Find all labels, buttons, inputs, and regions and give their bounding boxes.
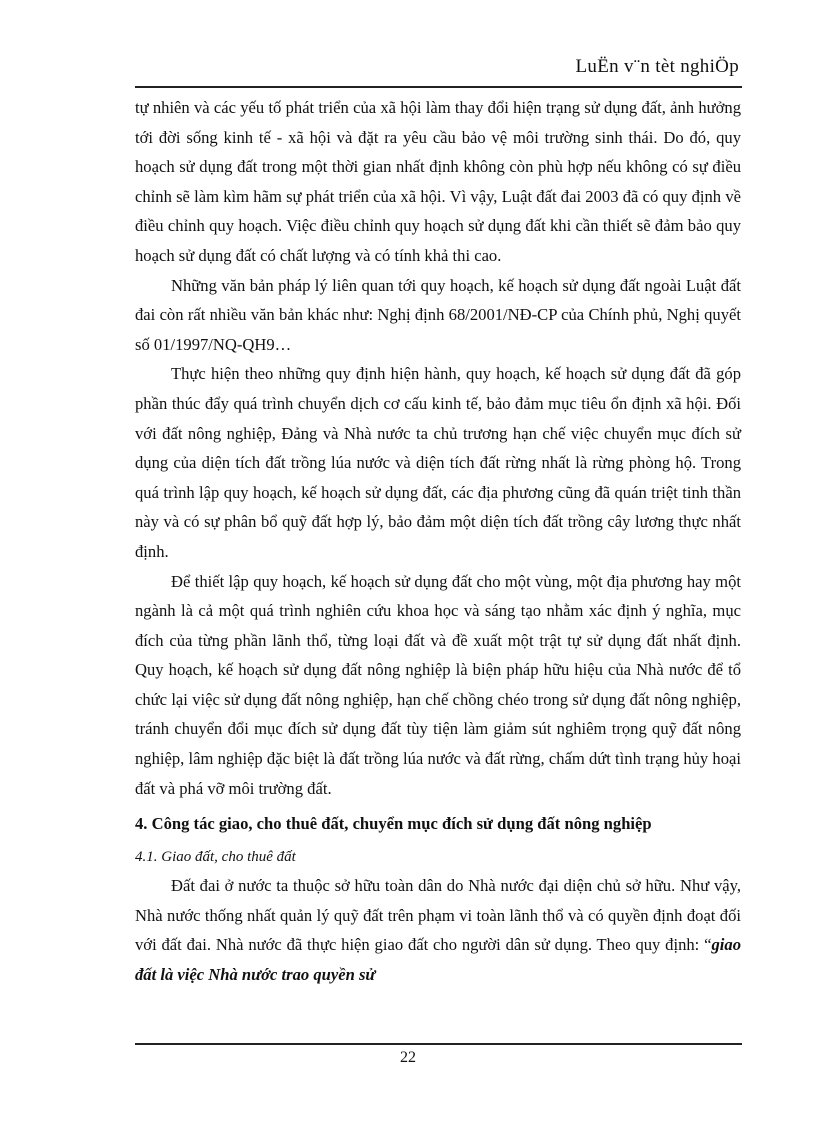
page-number: 22 <box>400 1049 416 1066</box>
header-divider <box>135 86 742 88</box>
quoted-definition: giao đất là việc Nhà nước trao quyền sử <box>135 935 741 985</box>
paragraph-continuation: tự nhiên và các yếu tố phát triển của xã hội làm thay đổi hiện trạng sử dụng đất, ảnh hưởng tới đời sống kinh tế - xã hội và đặt ra yêu cầu bảo vệ môi trường sinh thái. Do đó, quy hoạch sử dụng đất trong một thời gian nhất định không còn phù hợp nếu không có sự điều chỉnh sẽ làm kìm hãm sự phát triển của xã hội. Vì vậy, Luật đất đai 2003 đã có quy định về điều chỉnh quy hoạch. Việc điều chỉnh quy hoạch sử dụng đất khi cần thiết sẽ đảm bảo quy hoạch sử dụng đất có chất lượng và có tính khả thi cao. <box>135 98 741 265</box>
paragraph-legal-documents: Những văn bản pháp lý liên quan tới quy hoạch, kế hoạch sử dụng đất ngoài Luật đất đai còn rất nhiều văn bản khác như: Nghị định 68/2001/NĐ-CP của Chính phủ, Nghị quyết số 01/1997/NQ-QH9… <box>135 275 741 354</box>
running-header: LuËn v¨n tèt nghiÖp <box>575 56 739 77</box>
paragraph-planning-process: Để thiết lập quy hoạch, kế hoạch sử dụng đất cho một vùng, một địa phương hay một ngành là cả một quá trình nghiên cứu khoa học và sáng tạo nhằm xác định ý nghĩa, mục đích của từng phần lãnh thổ, từng loại đất và đề xuất một trật tự sử dụng đất nhất định. Quy hoạch, kế hoạch sử dụng đất nông nghiệp là biện pháp hữu hiệu của Nhà nước để tổ chức lại việc sử dụng đất nông nghiệp, hạn chế chồng chéo trong sử dụng đất nông nghiệp, tránh chuyển đổi mục đích sử dụng đất tùy tiện làm giảm sút nghiêm trọng quỹ đất nông nghiệp, lâm nghiệp đặc biệt là đất trồng lúa nước và đất rừng, chấm dứt tình trạng hủy hoại đất và phá vỡ môi trường đất. <box>135 571 741 798</box>
body-content <box>135 93 741 990</box>
paragraph-land-allocation <box>135 871 741 989</box>
subsection-heading: 4.1. Giao đất, cho thuê đất <box>135 849 296 866</box>
paragraph-implementation: Thực hiện theo những quy định hiện hành, quy hoạch, kế hoạch sử dụng đất đã góp phần thúc đẩy quá trình chuyển dịch cơ cấu kinh tế, bảo đảm mục tiêu ổn định xã hội. Đối với đất nông nghiệp, Đảng và Nhà nước ta chủ trương hạn chế việc chuyển mục đích sử dụng của diện tích đất trồng lúa nước và diện tích đất rừng nhất là rừng phòng hộ. Trong quá trình lập quy hoạch, kế hoạch sử dụng đất, các địa phương cũng đã quán triệt tinh thần này và có sự phân bổ quỹ đất hợp lý, bảo đảm một diện tích đất trồng cây lương thực nhất định. <box>135 364 741 561</box>
section-heading: 4. Công tác giao, cho thuê đất, chuyển mục đích sử dụng đất nông nghiệp <box>135 814 652 834</box>
footer-divider <box>135 1043 742 1045</box>
paragraph-land-allocation-text: Đất đai ở nước ta thuộc sở hữu toàn dân do Nhà nước đại diện chủ sở hữu. Như vậy, Nhà nước thống nhất quản lý quỹ đất trên phạm vi toàn lãnh thổ và có quyền định đoạt đối với đất đai. Nhà nước đã thực hiện giao đất cho người dân sử dụng. Theo quy định: “ <box>135 876 741 955</box>
